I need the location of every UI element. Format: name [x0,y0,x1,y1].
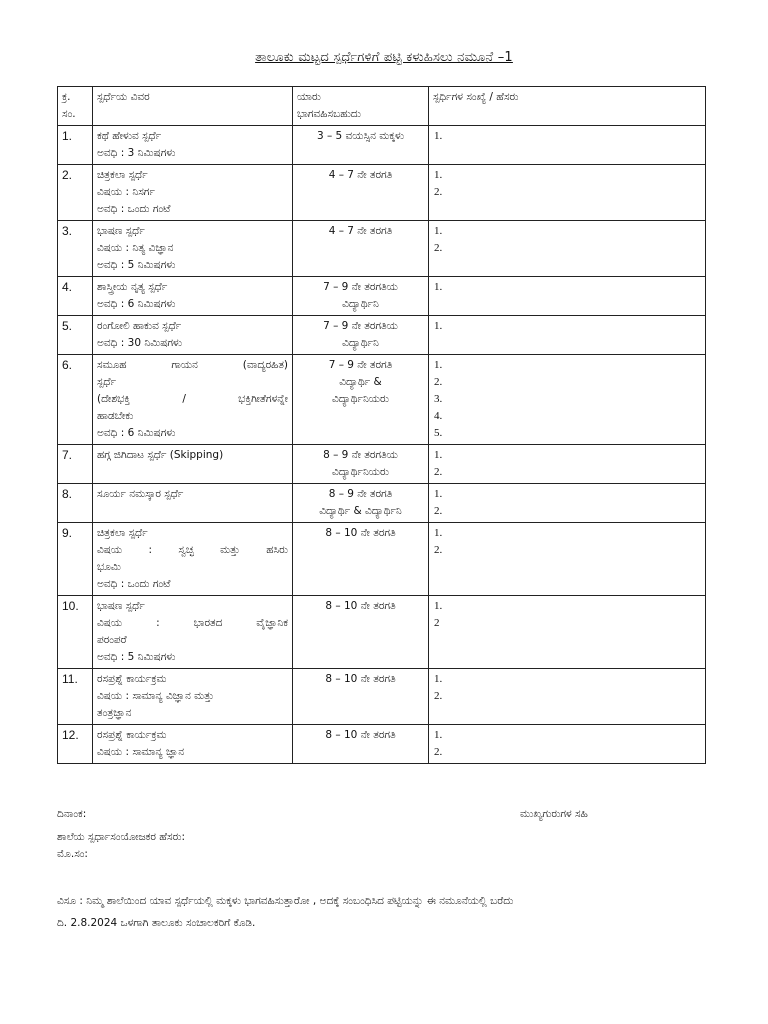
instruction-note [57,890,707,934]
participant-slot[interactable]: 1. [434,527,443,539]
detail-line: ವಿಷಯ : ಸಾಮಾನ್ಯ ಜ್ಞಾನ [97,746,185,758]
detail-line: ಪರಂಪರೆ [97,634,127,646]
detail-line: ಅವಧಿ : 5 ನಿಮಿಷಗಳು [97,651,176,663]
competition-details [93,523,293,596]
participant-slot[interactable]: 1. [434,600,443,612]
headmaster-signature-label: ಮುಖ್ಯಗುರುಗಳ ಸಹಿ [520,808,588,820]
table-row [58,523,706,596]
competition-details [93,221,293,277]
detail-line: ಭಾಷಣ ಸ್ಪರ್ಧೆ [97,225,145,237]
header-eligibility-line2: ಭಾಗವಹಿಸಬಹುದು [297,108,361,120]
eligibility-line: 8 – 9 ನೇ ತರಗತಿ [328,488,393,500]
eligibility-line: 7 – 9 ನೇ ತರಗತಿಯ [323,320,398,332]
table-row [58,725,706,764]
eligibility [293,596,429,669]
competition-details [93,355,293,445]
eligibility [293,126,429,165]
participant-slot[interactable]: 2 [434,617,440,629]
detail-line: ಅವಧಿ : 6 ನಿಮಿಷಗಳು [97,427,176,439]
detail-line: ಹಾಡಬೇಕು [97,410,134,422]
detail-line: ವಿಷಯ : ನಿಸರ್ಗ [97,186,155,198]
participant-names-field[interactable] [429,725,706,764]
competition-details [93,596,293,669]
participant-slot[interactable]: 1. [434,449,443,461]
serial-number: 7. [58,445,93,484]
eligibility-line: ವಿದ್ಯಾರ್ಥಿನಿಯರು [332,466,389,478]
competition-details [93,316,293,355]
participant-slot[interactable]: 2. [434,544,443,556]
serial-number: 10. [58,596,93,669]
serial-number: 9. [58,523,93,596]
serial-number: 6. [58,355,93,445]
competition-details [93,126,293,165]
detail-line: ಹಗ್ಗ ಜಿಗಿದಾಟ ಸ್ಪರ್ಧೆ (Skipping) [97,449,224,461]
eligibility-line: ವಿದ್ಯಾರ್ಥಿನಿಯರು [332,393,389,405]
participant-names-field[interactable] [429,669,706,725]
eligibility-line: ವಿದ್ಯಾರ್ಥಿ & ವಿದ್ಯಾರ್ಥಿನಿ [319,505,402,517]
competition-details [93,669,293,725]
participant-slot[interactable]: 1. [434,320,443,332]
table-row [58,669,706,725]
detail-line: ಕಥೆ ಹೇಳುವ ಸ್ಪರ್ಧೆ [97,130,162,142]
eligibility [293,523,429,596]
participant-slot[interactable]: 3. [434,393,443,405]
eligibility-line: 8 – 10 ನೇ ತರಗತಿ [325,600,396,612]
eligibility [293,277,429,316]
detail-line: ಭೂಮಿ [97,561,121,573]
eligibility-line: ವಿದ್ಯಾರ್ಥಿನಿ [342,337,379,349]
eligibility [293,725,429,764]
table-row [58,165,706,221]
detail-line: ವಿಷಯ : ಸಾಮಾನ್ಯ ವಿಜ್ಞಾನ ಮತ್ತು [97,690,214,702]
participant-slot[interactable]: 2. [434,746,443,758]
eligibility-line: ವಿದ್ಯಾರ್ಥಿ & [339,376,382,388]
detail-line: ಅವಧಿ : 6 ನಿಮಿಷಗಳು [97,298,176,310]
serial-number: 8. [58,484,93,523]
competition-table [57,86,706,764]
participant-slot[interactable]: 1. [434,359,443,371]
participant-names-field[interactable] [429,355,706,445]
participant-names-field[interactable] [429,316,706,355]
detail-line: ರಸಪ್ರಶ್ನೆ ಕಾರ್ಯಕ್ರಮ [97,729,167,741]
detail-line: ರಂಗೋಲಿ ಹಾಕುವ ಸ್ಪರ್ಧೆ [97,320,182,332]
detail-line: ಸೂರ್ಯ ನಮಸ್ಕಾರ ಸ್ಪರ್ಧೆ [97,488,184,500]
eligibility-line: 4 – 7 ನೇ ತರಗತಿ [328,169,393,181]
detail-line: ಶಾಸ್ತ್ರೀಯ ನೃತ್ಯ ಸ್ಪರ್ಧೆ [97,281,168,293]
eligibility [293,669,429,725]
eligibility [293,445,429,484]
eligibility-line: 3 – 5 ವಯಸ್ಸಿನ ಮಕ್ಕಳು [316,130,405,142]
date-label: ದಿನಾಂಕ: [57,808,87,820]
eligibility-line: ವಿದ್ಯಾರ್ಥಿನಿ [342,298,379,310]
participant-slot[interactable]: 1. [434,225,443,237]
participant-slot[interactable]: 1. [434,130,443,142]
detail-line: ವಿಷಯ : ಸ್ವಚ್ಛ ಮತ್ತು ಹಸಿರು [97,544,288,556]
table-row [58,221,706,277]
mobile-number-label: ಮೊ.ಸಂ: [57,848,88,860]
eligibility-line: 8 – 10 ನೇ ತರಗತಿ [325,527,396,539]
detail-line: ರಸಪ್ರಶ್ನೆ ಕಾರ್ಯಕ್ರಮ [97,673,167,685]
table-row [58,596,706,669]
detail-line: ಚಿತ್ರಕಲಾ ಸ್ಪರ್ಧೆ [97,527,148,539]
detail-line: ಅವಧಿ : ಒಂದು ಗಂಟೆ [97,203,171,215]
eligibility [293,165,429,221]
participant-slot[interactable]: 1. [434,281,443,293]
participant-names-field[interactable] [429,277,706,316]
header-eligibility-line1: ಯಾರು [297,91,321,103]
serial-number: 11. [58,669,93,725]
header-serial-no [58,87,93,126]
participant-slot[interactable]: 1. [434,673,443,685]
participant-names-field[interactable] [429,484,706,523]
competition-details [93,165,293,221]
eligibility [293,221,429,277]
participant-names-field[interactable] [429,523,706,596]
participant-slot[interactable]: 2. [434,505,443,517]
detail-line: ತಂತ್ರಜ್ಞಾನ [97,707,132,719]
participant-slot[interactable]: 2. [434,466,443,478]
eligibility [293,316,429,355]
coordinator-name-label: ಶಾಲೆಯ ಸ್ಪರ್ಧಾಸಂಯೋಜಕರ ಹೆಸರು: [57,831,186,843]
competition-details [93,277,293,316]
note-line-1: ವಿಸೂ : ನಿಮ್ಮ ಶಾಲೆಯಿಂದ ಯಾವ ಸ್ಪರ್ಧೆಯಲ್ಲಿ ಮಕ್ಕಳು ಭಾಗವಹಿಸುತ್ತಾರೋ , ಅದಕ್ಕೆ ಸಂಬಂಧಿಸಿದ ಪಟ್ಟಿಯನ್ನು ಈ ನಮೂನೆಯಲ್ಲಿ ಬರೆದು [57,895,514,907]
detail-line: ಅವಧಿ : 30 ನಿಮಿಷಗಳು [97,337,183,349]
header-participants: ಸ್ಪರ್ಧಿಗಳ ಸಂಖ್ಯೆ / ಹೆಸರು [429,87,706,126]
detail-line: ಅವಧಿ : 5 ನಿಮಿಷಗಳು [97,259,176,271]
participant-names-field[interactable] [429,596,706,669]
eligibility-line: 8 – 10 ನೇ ತರಗತಿ [325,673,396,685]
participant-slot[interactable]: 4. [434,410,443,422]
participant-slot[interactable]: 2. [434,376,443,388]
participant-slot[interactable]: 1. [434,488,443,500]
header-serial-line2: ಸಂ. [62,108,76,120]
detail-line: ವಿಷಯ : ಭಾರತದ ವೈಜ್ಞಾನಿಕ [97,617,288,629]
participant-names-field[interactable] [429,445,706,484]
eligibility [293,355,429,445]
detail-line: ಅವಧಿ : 3 ನಿಮಿಷಗಳು [97,147,176,159]
table-row [58,445,706,484]
participant-slot[interactable]: 2. [434,690,443,702]
detail-line: ಅವಧಿ : ಒಂದು ಗಂಟೆ [97,578,171,590]
header-eligibility [293,87,429,126]
table-header-row [58,87,706,126]
serial-number: 12. [58,725,93,764]
competition-details [93,725,293,764]
table-row [58,355,706,445]
serial-number: 3. [58,221,93,277]
eligibility-line: 7 – 9 ನೇ ತರಗತಿ [328,359,393,371]
participant-slot[interactable]: 5. [434,427,443,439]
table-row [58,316,706,355]
participant-slot[interactable]: 2. [434,242,443,254]
serial-number: 4. [58,277,93,316]
detail-line: ಭಾಷಣ ಸ್ಪರ್ಧೆ [97,600,145,612]
competition-details [93,445,293,484]
serial-number: 2. [58,165,93,221]
participant-names-field[interactable] [429,126,706,165]
detail-line: (ದೇಶಭಕ್ತಿ / ಭಕ್ತಿಗೀತೆಗಳನ್ನೇ [97,393,288,405]
participant-slot[interactable]: 1. [434,169,443,181]
participant-names-field[interactable] [429,221,706,277]
header-details: ಸ್ಪರ್ಧೆಯ ವಿವರ [93,87,293,126]
eligibility-line: 8 – 9 ನೇ ತರಗತಿಯ [323,449,398,461]
table-row [58,277,706,316]
detail-line: ಚಿತ್ರಕಲಾ ಸ್ಪರ್ಧೆ [97,169,148,181]
note-line-2: ದಿ. 2.8.2024 ಒಳಗಾಗಿ ತಾಲೂಕು ಸಂಚಾಲಕರಿಗೆ ಕೊಡಿ. [57,917,256,929]
eligibility [293,484,429,523]
detail-line: ವಿಷಯ : ನಿತ್ಯ ವಿಜ್ಞಾನ [97,242,174,254]
eligibility-line: 7 – 9 ನೇ ತರಗತಿಯ [323,281,398,293]
serial-number: 1. [58,126,93,165]
participant-slot[interactable]: 2. [434,186,443,198]
form-title: ತಾಲೂಕು ಮಟ್ಟದ ಸ್ಪರ್ಧೆಗಳಿಗೆ ಪಟ್ಟಿ ಕಳುಹಿಸಲು ನಮೂನೆ –1 [255,50,513,65]
competition-details [93,484,293,523]
eligibility-line: 8 – 10 ನೇ ತರಗತಿ [325,729,396,741]
header-serial-line1: ಕ್ರ. [62,91,71,103]
serial-number: 5. [58,316,93,355]
table-row [58,484,706,523]
detail-line: ಸ್ಪರ್ಧೆ [97,376,117,388]
eligibility-line: 4 – 7 ನೇ ತರಗತಿ [328,225,393,237]
participant-names-field[interactable] [429,165,706,221]
table-row [58,126,706,165]
detail-line: ಸಮೂಹ ಗಾಯನ (ವಾದ್ಯರಹಿತ) [97,359,288,371]
participant-slot[interactable]: 1. [434,729,443,741]
